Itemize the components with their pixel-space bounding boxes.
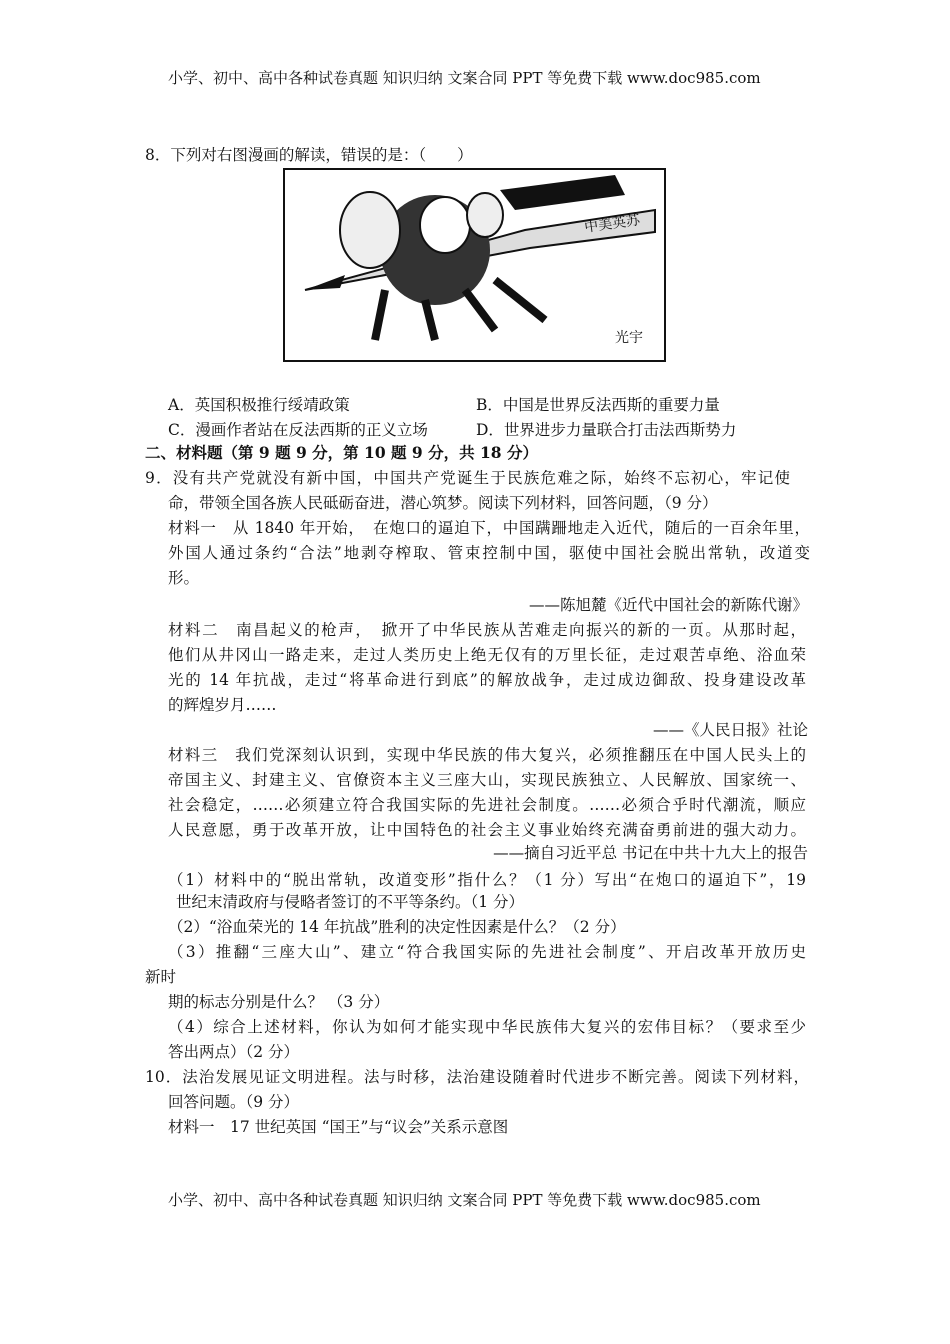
sub-question: （4）综合上述材料，你认为如何才能实现中华民族伟大复兴的宏伟目标？（要求至少: [168, 1018, 806, 1036]
material-text: 人民意愿，勇于改革开放，让中国特色的社会主义事业始终充满奋勇前进的强大动力。: [168, 821, 806, 839]
section-heading: 二、材料题（第 9 题 9 分，第 10 题 9 分，共 18 分）: [145, 443, 538, 462]
material-text: 他们从井冈山一路走来，走过人类历史上绝无仅有的万里长征，走过艰苦卓绝、浴血荣: [168, 646, 806, 664]
sub-question: 答出两点）（2 分）: [168, 1043, 300, 1061]
material-text: 帝国主义、封建主义、官僚资本主义三座大山，实现民族独立、人民解放、国家统一、: [168, 771, 806, 789]
sub-question: 期的标志分别是什么？ （3 分）: [168, 993, 390, 1011]
page-header: 小学、初中、高中各种试卷真题 知识归纳 文案合同 PPT 等免费下载 www.doc985.com: [168, 69, 761, 87]
material-text: 材料三 我们党深刻认识到，实现中华民族的伟大复兴，必须推翻压在中国人民头上的: [168, 746, 806, 764]
option-a: A．英国积极推行绥靖政策: [168, 396, 350, 414]
material-source: ——陈旭麓《近代中国社会的新陈代谢》: [528, 596, 808, 614]
material-text: 光的 14 年抗战，走过“将革命进行到底”的解放战争，走过成边御敌、投身建设改革: [168, 671, 806, 689]
q10-line: 10．法治发展见证文明进程。法与时移，法治建设随着时代进步不断完善。阅读下列材料，: [145, 1068, 809, 1086]
page-footer: 小学、初中、高中各种试卷真题 知识归纳 文案合同 PPT 等免费下载 www.doc985.com: [168, 1191, 761, 1209]
option-d: D．世界进步力量联合打击法西斯势力: [476, 421, 737, 439]
material-source: ——摘自习近平总 书记在中共十九大上的报告: [493, 844, 808, 862]
q9-line: 命，带领全国各族人民砥砺奋进，潜心筑梦。阅读下列材料，回答问题，（9 分）: [168, 494, 718, 512]
q10-line: 回答问题。（9 分）: [168, 1093, 300, 1111]
q8-stem: 8．下列对右图漫画的解读，错误的是：（ ）: [145, 146, 473, 164]
material-text: 的辉煌岁月……: [168, 696, 277, 714]
q9-line: 9．没有共产党就没有新中国，中国共产党诞生于民族危难之际，始终不忘初心，牢记使: [145, 469, 790, 487]
material-text: 材料二 南昌起义的枪声， 掀开了中华民族从苦难走向振兴的新的一页。从那时起，: [168, 621, 806, 639]
material-text: 形。: [168, 569, 200, 587]
option-c: C．漫画作者站在反法西斯的正义立场: [168, 421, 428, 439]
q10-line: 材料一 17 世纪英国 “国王”与“议会”关系示意图: [168, 1118, 509, 1136]
sub-question: （3）推翻“三座大山”、建立“符合我国实际的先进社会制度”、开启改革开放历史: [168, 943, 806, 961]
option-b: B．中国是世界反法西斯的重要力量: [476, 396, 720, 414]
material-text: 社会稳定，……必须建立符合我国实际的先进社会制度。……必须合乎时代潮流，顺应: [168, 796, 806, 814]
sub-question: 世纪末清政府与侵略者签订的不平等条约。（1 分）: [176, 893, 525, 911]
svg-text:光宇: 光宇: [615, 330, 643, 346]
sub-question: （2）“浴血荣光的 14 年抗战”胜利的决定性因素是什么？（2 分）: [168, 918, 626, 936]
sub-question: 新时: [145, 968, 177, 986]
svg-text:中美英苏: 中美英苏: [583, 212, 642, 236]
cartoon-image: [283, 168, 666, 362]
material-text: 材料一 从 1840 年开始， 在炮口的逼迫下，中国蹒跚地走入近代，随后的一百余年里，: [168, 519, 810, 537]
material-text: 外国人通过条约“合法”地剥夺榨取、管束控制中国，驱使中国社会脱出常轨，改道变: [168, 544, 810, 562]
material-source: ——《人民日报》社论: [652, 721, 808, 739]
sub-question: （1）材料中的“脱出常轨，改道变形”指什么？（1 分）写出“在炮口的逼迫下”，19: [168, 871, 806, 889]
